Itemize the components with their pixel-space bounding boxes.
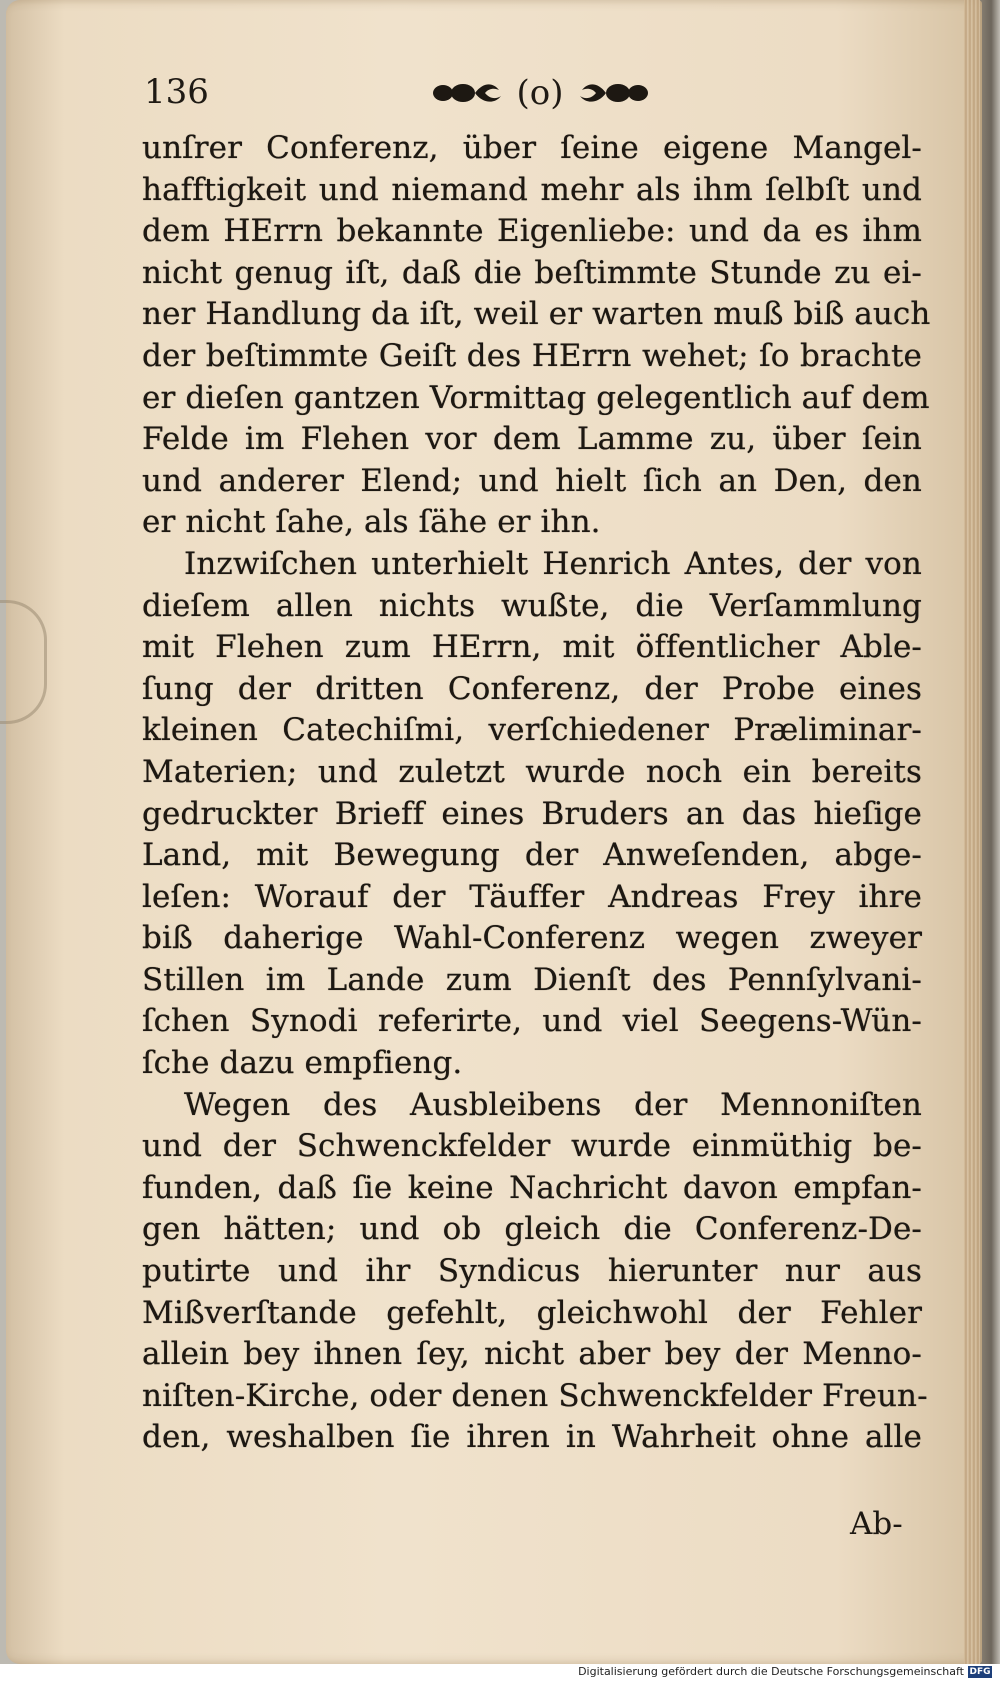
header-center-mark: (o) bbox=[516, 73, 564, 113]
text-line: und der Schwenckfelder wurde einmüthig be- bbox=[142, 1128, 922, 1165]
text-line: dieſem allen nichts wußte, die Verſammlung bbox=[142, 587, 922, 624]
page-number: 136 bbox=[144, 72, 209, 112]
text-line: der beſtimmte Geiſt des HErrn wehet; ſo brachte bbox=[142, 337, 922, 374]
dfg-logo: DFG bbox=[969, 1667, 991, 1677]
text-line: allein bey ihnen ſey, nicht aber bey der Menno- bbox=[142, 1336, 922, 1373]
footer-credit: Digitalisierung gefördert durch die Deutsche Forschungsgemeinschaft bbox=[578, 1665, 964, 1678]
text-line: dem HErrn bekannte Eigenliebe: und da es ihm bbox=[142, 213, 922, 250]
text-line: putirte und ihr Syndicus hierunter nur aus bbox=[142, 1253, 922, 1290]
text-line: unſrer Conferenz, über ſeine eigene Mangel- bbox=[142, 130, 922, 166]
text-line: kleinen Catechiſmi, verſchiedener Præliminar- bbox=[142, 712, 922, 749]
header-ornament bbox=[400, 70, 680, 116]
text-line: er nicht ſahe, als ſähe er ihn. bbox=[142, 504, 601, 541]
text-line: gedruckter Brieff eines Bruders an das hieſige bbox=[142, 795, 922, 832]
text-line: gen hätten; und ob gleich die Conferenz-De- bbox=[142, 1211, 922, 1248]
text-line: niſten-Kirche, oder denen Schwenckfelder Freun- bbox=[142, 1377, 928, 1414]
text-line: Inzwiſchen unterhielt Henrich Antes, der von bbox=[184, 545, 922, 582]
text-line: Land, mit Bewegung der Anweſenden, abge- bbox=[142, 837, 922, 874]
text-line: ner Handlung da iſt, weil er warten muß biß auch bbox=[142, 296, 931, 333]
page-header bbox=[140, 70, 920, 116]
text-line: nicht genug iſt, daß die beſtimmte Stunde zu ei- bbox=[142, 254, 922, 291]
page-edge bbox=[964, 0, 980, 1664]
text-line: Wegen des Ausbleibens der Mennoniſten bbox=[184, 1086, 922, 1123]
right-vignette-icon bbox=[572, 78, 652, 108]
text-line: ſchen Synodi referirte, und viel Seegens-Wün- bbox=[142, 1003, 922, 1040]
text-line: Felde im Flehen vor dem Lamme zu, über ſein bbox=[142, 421, 922, 458]
binding-clip-mark bbox=[0, 600, 47, 724]
text-line: Materien; und zuletzt wurde noch ein bereits bbox=[142, 753, 922, 790]
text-line: ſung der dritten Conferenz, der Probe eines bbox=[142, 670, 922, 707]
text-line: biß daherige Wahl-Conferenz wegen zweyer bbox=[142, 920, 922, 957]
text-line: Stillen im Lande zum Dienſt des Pennſylvani- bbox=[142, 961, 922, 998]
text-line: er dieſen gantzen Vormittag gelegentlich auf dem bbox=[142, 379, 930, 416]
text-line: und anderer Elend; und hielt ſich an Den, den bbox=[142, 462, 922, 499]
text-line: mit Flehen zum HErrn, mit öffentlicher Able- bbox=[142, 629, 922, 666]
text-line: funden, daß ſie keine Nachricht davon empfan- bbox=[142, 1169, 922, 1206]
left-vignette-icon bbox=[429, 78, 509, 108]
text-line: leſen: Worauf der Täuffer Andreas Frey ihre bbox=[142, 878, 922, 915]
catchword: Ab- bbox=[850, 1506, 903, 1542]
text-line: ſche dazu empfieng. bbox=[142, 1045, 463, 1082]
text-line: hafftigkeit und niemand mehr als ihm ſelbſt und bbox=[142, 171, 922, 208]
body-text bbox=[142, 128, 931, 1459]
text-line: den, weshalben ſie ihren in Wahrheit ohne alle bbox=[142, 1419, 922, 1456]
text-line: Mißverſtande gefehlt, gleichwohl der Fehler bbox=[142, 1294, 922, 1331]
